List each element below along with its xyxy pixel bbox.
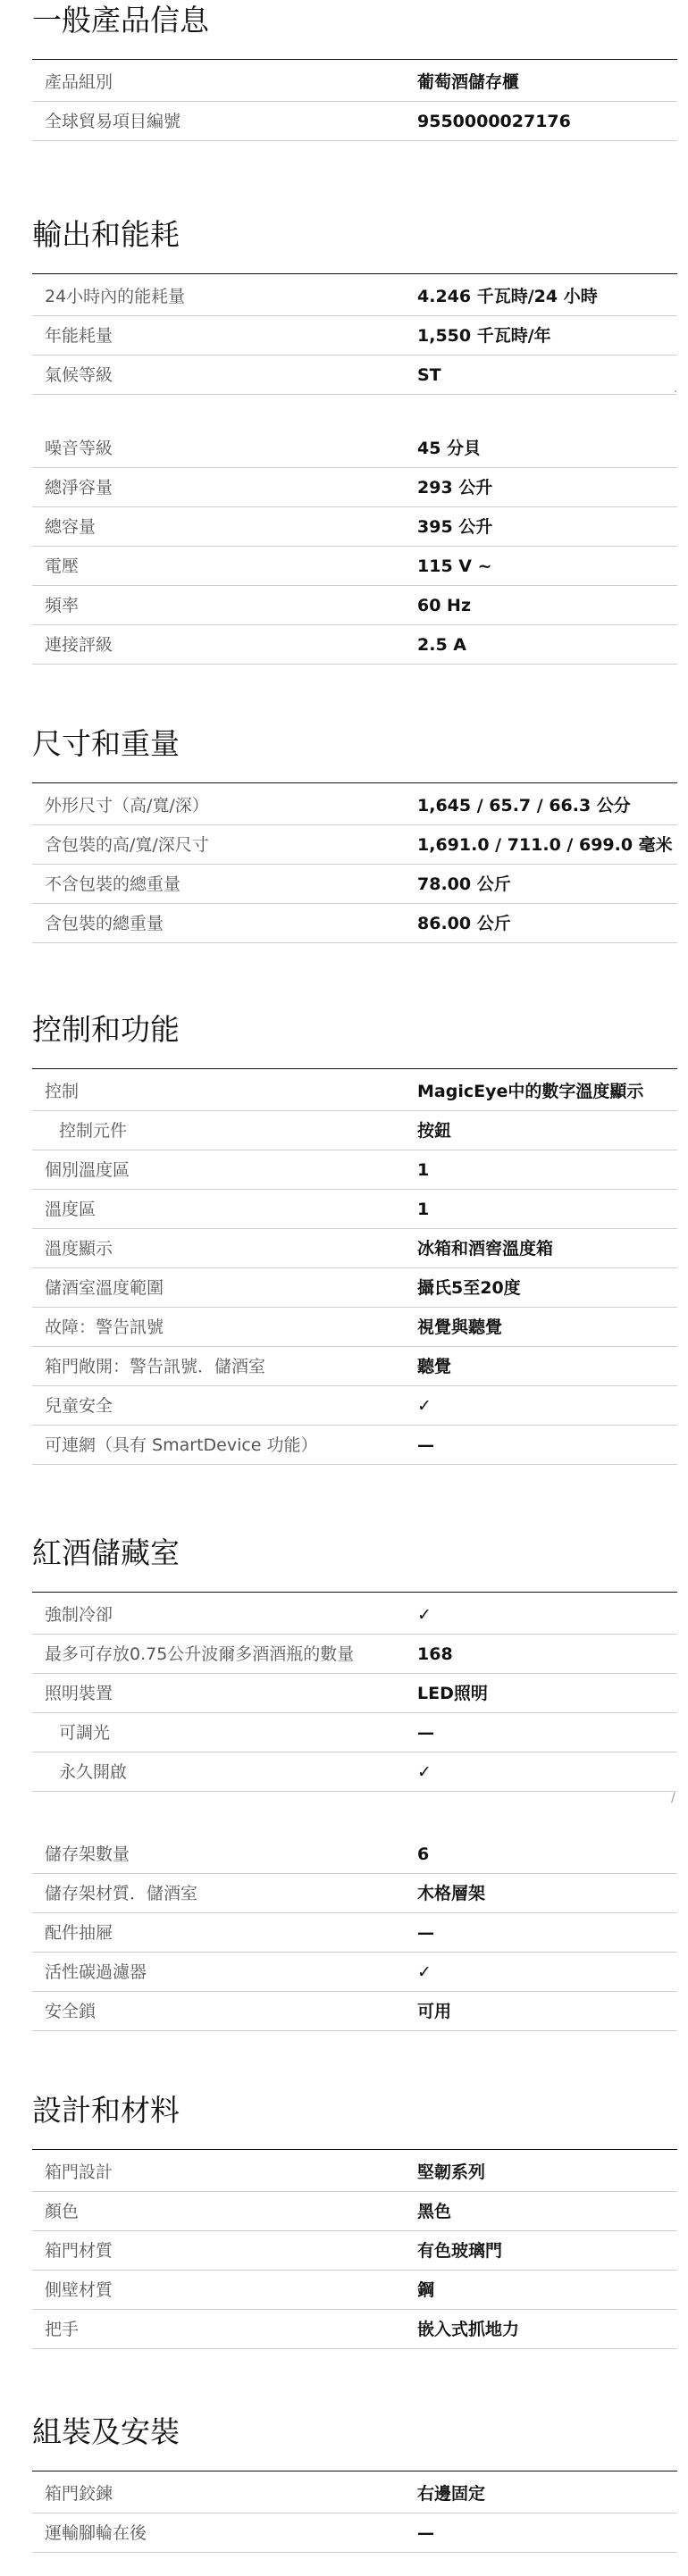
spec-value: 嵌入式抓地力 — [417, 2320, 520, 2339]
spec-value: 168 — [417, 1644, 453, 1664]
spec-value: — — [417, 1923, 434, 1943]
spec-row — [32, 1674, 677, 1713]
spec-value: 葡萄酒儲存櫃 — [417, 72, 520, 92]
spec-row — [32, 429, 677, 468]
spec-value: ✓ — [417, 1762, 432, 1782]
spec-row — [32, 825, 677, 865]
section-title: 設計和材料 — [32, 2093, 180, 2128]
spec-label: 年能耗量 — [45, 326, 113, 346]
spec-label: 箱門敞開：警告訊號．儲酒室 — [45, 1357, 266, 1376]
spec-label: 頻率 — [45, 596, 80, 615]
spec-label: 總容量 — [45, 517, 96, 537]
spec-row — [32, 904, 677, 943]
section-title: 尺寸和重量 — [32, 726, 180, 761]
spec-value: 60 Hz — [417, 596, 472, 615]
spec-row — [32, 1752, 677, 1792]
spec-value: MagicEye中的數字溫度顯示 — [417, 1082, 644, 1101]
spec-value: 2.5 A — [417, 635, 466, 655]
spec-label: 控制元件 — [59, 1121, 128, 1141]
spec-row — [32, 1426, 677, 1465]
stray-mark: . — [674, 381, 678, 396]
spec-label: 運輸腳輪在後 — [45, 2523, 147, 2543]
section-divider — [32, 782, 677, 783]
spec-value: 堅韌系列 — [417, 2162, 486, 2182]
spec-label: 兒童安全 — [45, 1396, 113, 1416]
spec-value: 按鈕 — [417, 1121, 452, 1141]
spec-label: 噪音等級 — [45, 439, 113, 458]
spec-row — [32, 1308, 677, 1347]
spec-label: 24小時內的能耗量 — [45, 287, 186, 306]
spec-label: 溫度顯示 — [45, 1239, 113, 1259]
spec-value: — — [417, 1435, 434, 1455]
spec-label: 連接評級 — [45, 635, 113, 655]
section-title: 控制和功能 — [32, 1012, 180, 1047]
stray-mark: / — [671, 1791, 675, 1805]
spec-value: 冰箱和酒窖溫度箱 — [417, 1239, 554, 1259]
spec-label: 控制 — [45, 1082, 80, 1101]
spec-value: 鋼 — [417, 2280, 435, 2300]
spec-row — [32, 1072, 677, 1111]
spec-row — [32, 586, 677, 625]
spec-row — [32, 1229, 677, 1268]
spec-label: 可調光 — [59, 1723, 111, 1743]
spec-value: 聽覺 — [417, 1357, 452, 1376]
section-title: 輸出和能耗 — [32, 217, 180, 252]
spec-row — [32, 277, 677, 316]
spec-row — [32, 2310, 677, 2349]
spec-value: — — [417, 2523, 434, 2543]
spec-label: 產品組別 — [45, 72, 113, 92]
spec-label: 溫度區 — [45, 1200, 96, 1219]
section-divider — [32, 59, 677, 60]
spec-row — [32, 625, 677, 665]
spec-label: 不含包裝的總重量 — [45, 874, 181, 894]
section-divider — [32, 273, 677, 274]
spec-label: 個別溫度區 — [45, 1160, 130, 1180]
spec-value: ✓ — [417, 1605, 432, 1625]
spec-row — [32, 468, 677, 507]
spec-value: 45 分貝 — [417, 439, 482, 458]
spec-value: 可用 — [417, 2002, 452, 2021]
spec-row — [32, 1150, 677, 1190]
spec-row — [32, 1635, 677, 1674]
spec-value: 115 V ~ — [417, 556, 492, 576]
spec-value: 1,691.0 / 711.0 / 699.0 毫米 — [417, 835, 673, 855]
spec-value: 1 — [417, 1200, 430, 1219]
spec-value: 木格層架 — [417, 1884, 486, 1903]
spec-value: 1 — [417, 1160, 430, 1180]
spec-row — [32, 63, 677, 102]
spec-value: ✓ — [417, 1962, 432, 1982]
spec-label: 強制冷卻 — [45, 1605, 113, 1625]
spec-label: 故障：警告訊號 — [45, 1317, 164, 1337]
spec-label: 箱門鉸鍊 — [45, 2484, 113, 2504]
spec-row — [32, 1835, 677, 1874]
spec-label: 氣候等級 — [45, 365, 113, 385]
spec-row — [32, 2153, 677, 2192]
spec-row — [32, 102, 677, 141]
spec-row — [32, 316, 677, 355]
spec-label: 最多可存放0.75公升波爾多酒酒瓶的數量 — [45, 1644, 355, 1664]
spec-label: 儲存架數量 — [45, 1844, 130, 1864]
spec-value: 6 — [417, 1844, 430, 1864]
spec-label: 儲存架材質．儲酒室 — [45, 1884, 198, 1903]
spec-label: 可連網（具有 SmartDevice 功能） — [45, 1435, 318, 1455]
spec-label: 把手 — [45, 2320, 80, 2339]
spec-value: 86.00 公斤 — [417, 914, 511, 933]
spec-label: 箱門設計 — [45, 2162, 113, 2182]
spec-value: 9550000027176 — [417, 112, 571, 131]
section-divider — [32, 2149, 677, 2150]
spec-row — [32, 2192, 677, 2231]
section-title: 紅酒儲藏室 — [32, 1535, 180, 1570]
spec-label: 顏色 — [45, 2202, 80, 2221]
spec-row — [32, 1190, 677, 1229]
spec-value: 78.00 公斤 — [417, 874, 511, 894]
spec-value: 1,645 / 65.7 / 66.3 公分 — [417, 796, 631, 815]
section-divider — [32, 1592, 677, 1593]
spec-value: 黑色 — [417, 2202, 452, 2221]
section-title: 組裝及安裝 — [32, 2414, 180, 2449]
spec-value: 293 公升 — [417, 478, 493, 498]
spec-label: 配件抽屜 — [45, 1923, 113, 1943]
spec-row — [32, 1713, 677, 1752]
spec-row — [32, 2513, 677, 2553]
spec-row — [32, 1595, 677, 1635]
spec-row — [32, 1111, 677, 1150]
section-title: 一般產品信息 — [32, 3, 209, 38]
spec-row — [32, 1874, 677, 1913]
spec-row — [32, 1953, 677, 1992]
spec-row — [32, 355, 677, 395]
spec-value: 視覺與聽覺 — [417, 1317, 503, 1337]
spec-row — [32, 1347, 677, 1386]
spec-row — [32, 547, 677, 586]
spec-label: 側壁材質 — [45, 2280, 113, 2300]
spec-row — [32, 2271, 677, 2310]
spec-label: 含包裝的總重量 — [45, 914, 164, 933]
spec-value: 1,550 千瓦時/年 — [417, 326, 551, 346]
spec-label: 照明裝置 — [45, 1684, 113, 1703]
spec-row — [32, 1268, 677, 1308]
spec-label: 全球貿易項目編號 — [45, 112, 181, 131]
spec-label: 儲酒室溫度範圍 — [45, 1278, 164, 1298]
section-divider — [32, 1068, 677, 1069]
spec-value: 有色玻璃門 — [417, 2241, 503, 2261]
spec-row — [32, 1386, 677, 1426]
spec-row — [32, 865, 677, 904]
spec-label: 外形尺寸（高/寬/深） — [45, 796, 209, 815]
spec-label: 永久開啟 — [59, 1762, 128, 1782]
spec-row — [32, 1913, 677, 1953]
spec-label: 含包裝的高/寬/深尺寸 — [45, 835, 209, 855]
spec-row — [32, 2474, 677, 2513]
spec-label: 活性碳過濾器 — [45, 1962, 147, 1982]
spec-row — [32, 1992, 677, 2031]
spec-value: 4.246 千瓦時/24 小時 — [417, 287, 598, 306]
spec-value: LED照明 — [417, 1684, 488, 1703]
spec-label: 電壓 — [45, 556, 80, 576]
spec-value: 395 公升 — [417, 517, 493, 537]
spec-value: ✓ — [417, 1396, 432, 1416]
spec-row — [32, 507, 677, 547]
spec-label: 安全鎖 — [45, 2002, 96, 2021]
spec-value: ST — [417, 365, 441, 385]
spec-value: 攝氏5至20度 — [417, 1278, 521, 1298]
spec-label: 總淨容量 — [45, 478, 113, 498]
spec-row — [32, 2231, 677, 2271]
spec-label: 箱門材質 — [45, 2241, 113, 2261]
spec-value: — — [417, 1723, 434, 1743]
spec-value: 右邊固定 — [417, 2484, 486, 2504]
spec-row — [32, 786, 677, 825]
